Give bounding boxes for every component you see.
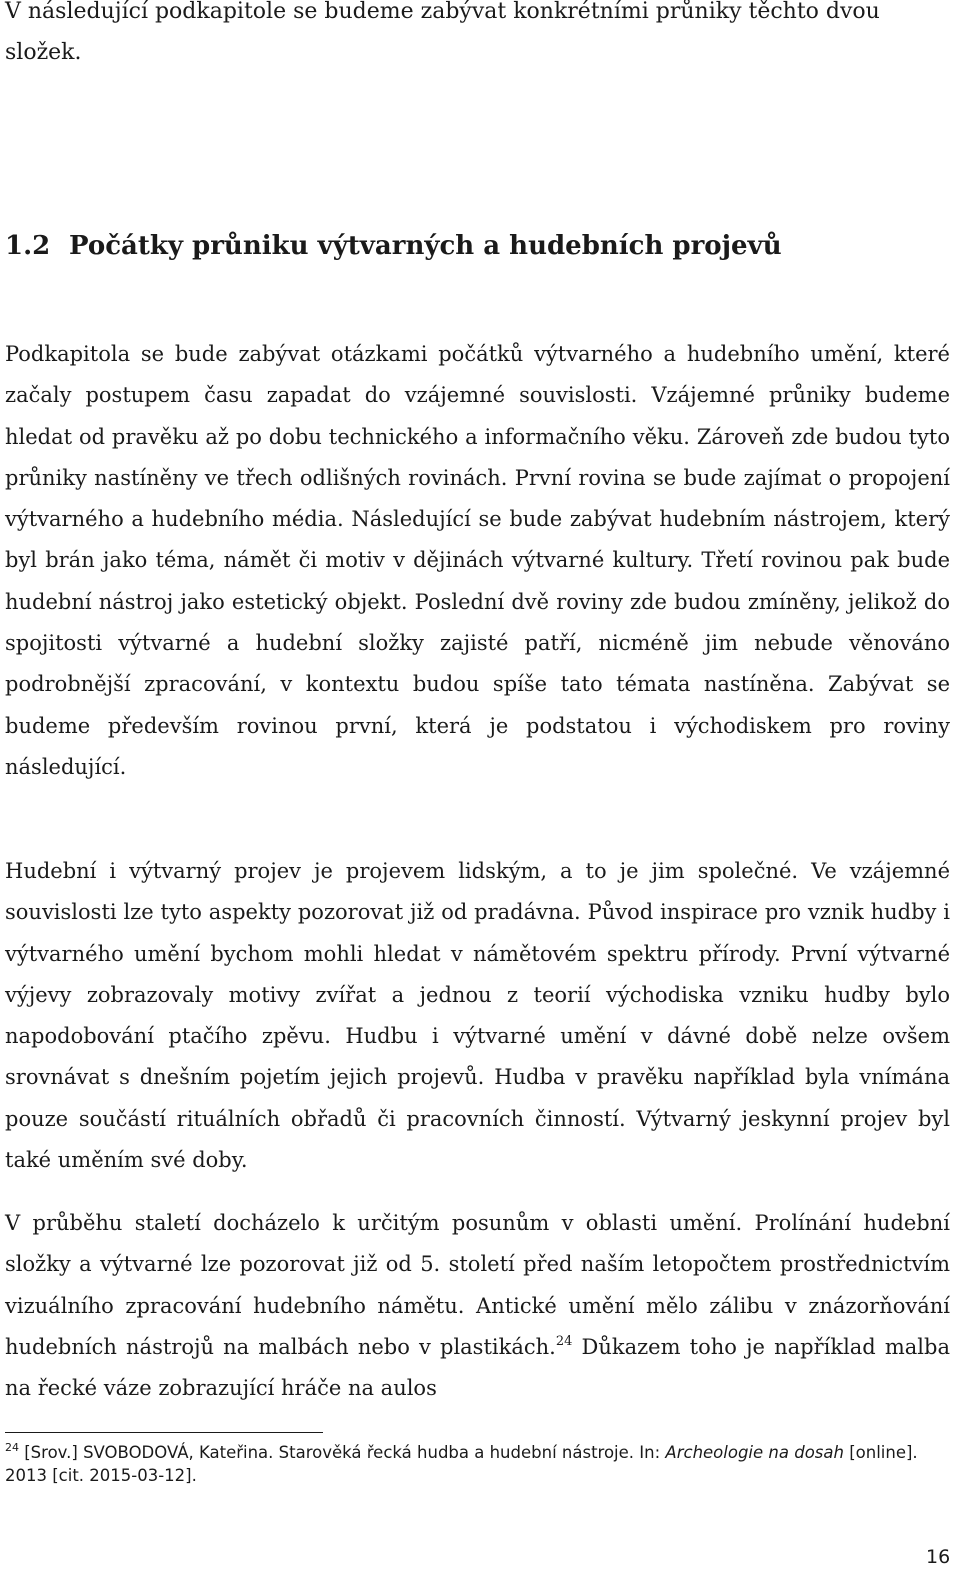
- paragraph-3-text-after-ref: Důkazem toho je například malba na řecké váze zobrazující hráče na aulos: [5, 1334, 950, 1401]
- intro-paragraph: V následující podkapitole se budeme zabývat konkrétními průniky těchto dvou složek.: [5, 0, 880, 65]
- footnote: [5, 1441, 950, 1487]
- footnote-source-title: Archeologie na dosah: [665, 1443, 844, 1462]
- paragraph-2: Hudební i výtvarný projev je projevem lidským, a to je jim společné. Ve vzájemné souvislosti lze tyto aspekty pozorovat již od pradávna. Původ inspirace pro vznik hudby i výtvarného umění bychom mohli hledat v námětovém spektru přírody. První výtvarné výjevy zobrazovaly motivy zvířat a jednou z teorií východiska vzniku hudby bylo napodobování ptačího zpěvu. Hudbu i výtvarné umění v dávné době nelze ovšem srovnávat s dnešním pojetím jejich projevů. Hudba v pravěku například byla vnímána pouze součástí rituálních obřadů či pracovních činností. Výtvarný jeskynní projev byl také uměním své doby.: [5, 859, 950, 1173]
- paragraph-1: Podkapitola se bude zabývat otázkami počátků výtvarného a hudebního umění, které začaly postupem času zapadat do vzájemné souvislosti. Vzájemné průniky budeme hledat od pravěku až po dobu technického a informačního věku. Zároveň zde budou tyto průniky nastíněny ve třech odlišných rovinách. První rovina se bude zajímat o propojení výtvarného a hudebního média. Následující se bude zabývat hudebním nástrojem, který byl brán jako téma, námět či motiv v dějinách výtvarné kultury. Třetí rovinou pak bude hudební nástroj jako estetický objekt. Poslední dvě roviny zde budou zmíněny, jelikož do spojitosti výtvarné a hudební složky zajisté patří, nicméně jim nebude věnováno podrobnější zpracování, v kontextu budou spíše tato témata nastíněna. Zabývat se budeme především rovinou první, která je podstatou i východiskem pro roviny následující.: [5, 342, 950, 779]
- footnote-text: [Srov.] SVOBODOVÁ, Kateřina. Starověká řecká hudba a hudební nástroje. In:: [19, 1443, 666, 1462]
- paragraph-3-text-before-ref: V průběhu staletí docházelo k určitým posunům v oblasti umění. Prolínání hudební složky a výtvarné lze pozorovat již od 5. století před naším letopočtem prostřednictvím vizuálního zpracování hudebního námětu. Antické umění mělo zálibu v znázorňování hudebních nástrojů na malbách nebo v plastikách.: [5, 1211, 950, 1359]
- footnote-reference[interactable]: 24: [555, 1333, 573, 1349]
- page-number: 16: [926, 1546, 951, 1568]
- footnote-separator: [5, 1432, 323, 1433]
- footnote-marker: 24: [5, 1441, 19, 1454]
- footnote-text-end: [online]. 2013 [cit. 2015-03-12].: [5, 1443, 918, 1485]
- section-title: Počátky průniku výtvarných a hudebních projevů: [69, 231, 782, 261]
- paragraph-3: [5, 1203, 950, 1409]
- section-heading: [5, 226, 950, 266]
- section-number: 1.2: [5, 231, 51, 261]
